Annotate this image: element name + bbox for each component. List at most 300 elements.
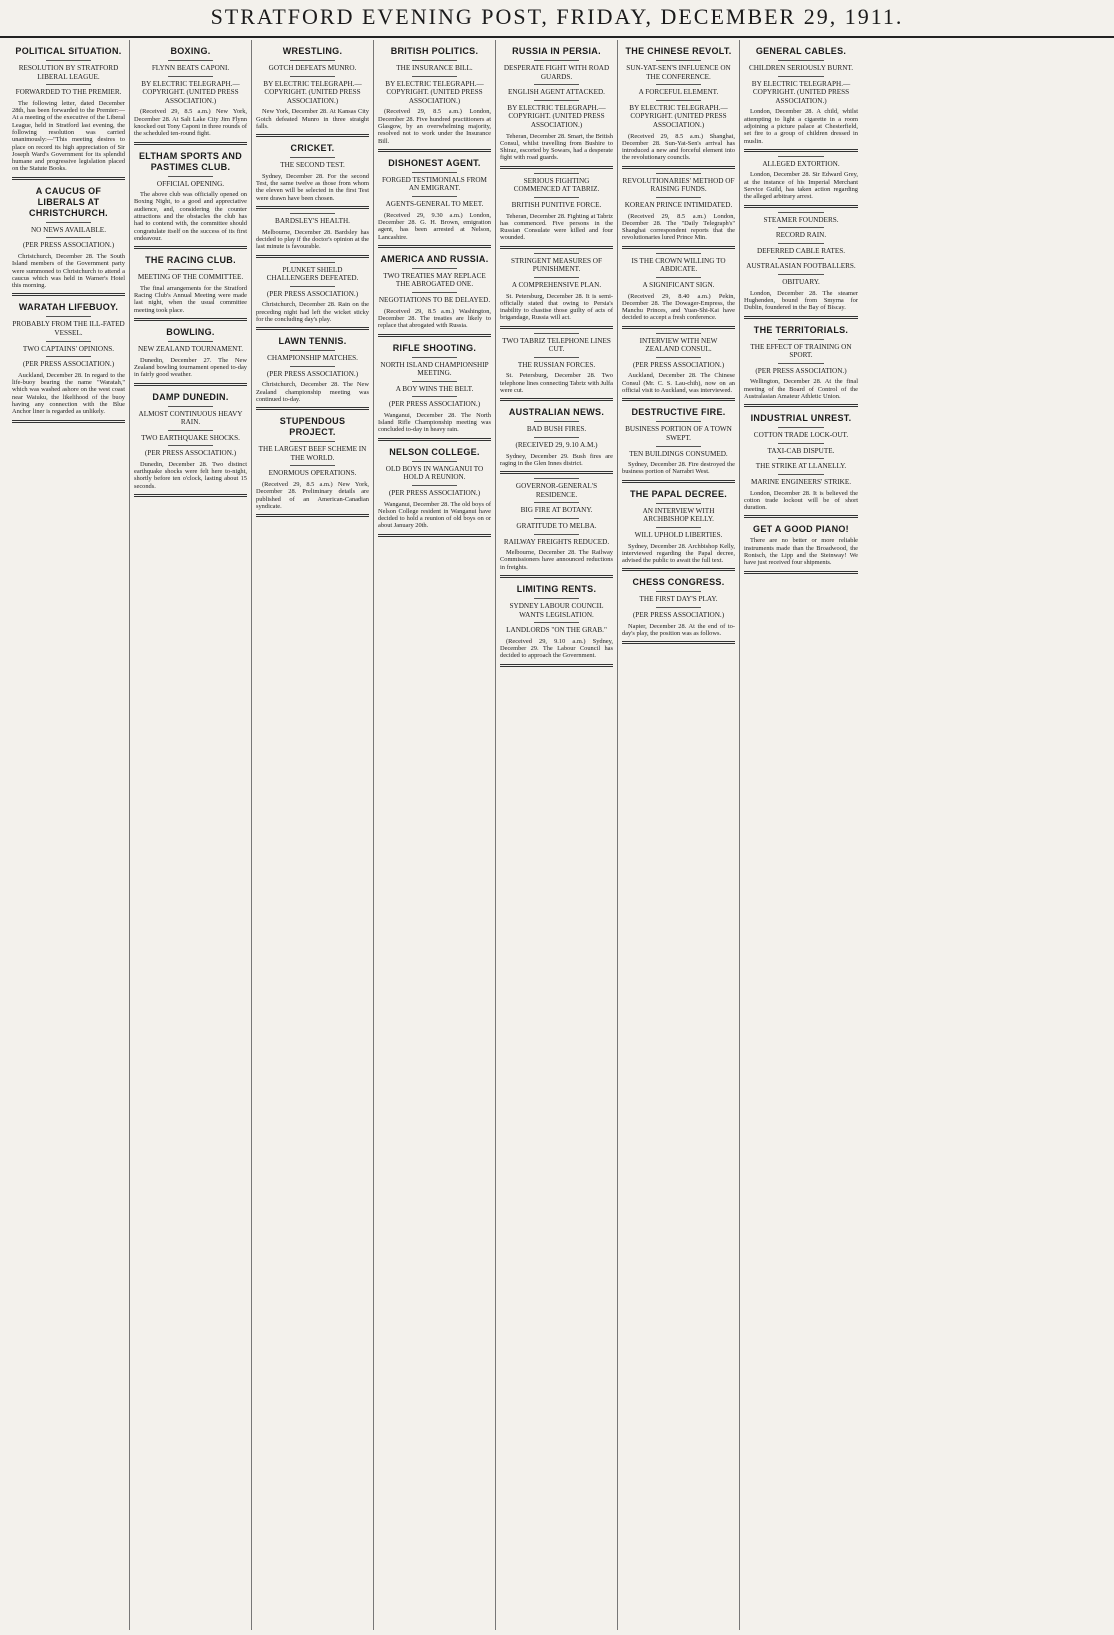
article-separator [500, 664, 613, 667]
article-subheading: ALMOST CONTINUOUS HEAVY RAIN. [138, 409, 243, 427]
article-body: (Received 29, 8.5 a.m.) New York, December 28. At Salt Lake City Jim Flynn knocked out Tony Caponi in three rounds of the scheduled ten-round fight. [134, 108, 247, 138]
article-subheading: FLYNN BEATS CAPONI. [151, 64, 230, 72]
article-separator [500, 166, 613, 169]
article-body: Christchurch, December 28. Rain on the preceding night had left the wicket sticky for the concluding day's play. [256, 301, 369, 323]
article [500, 584, 613, 667]
article-body: Sydney, December 28. Fire destroyed the business portion of Narrabri West. [622, 461, 735, 476]
article-subheading: A FORCEFUL ELEMENT. [638, 88, 719, 97]
article-subheading: (PER PRESS ASSOCIATION.) [755, 366, 847, 375]
article [622, 253, 735, 329]
article [256, 143, 369, 209]
divider [534, 598, 579, 599]
article-body: Wanganui, December 28. The old boys of Nelson College resident in Wanganui have decided to hold a reunion of old boys on or about January 20th. [378, 500, 491, 530]
article-body: Melbourne, December 28. Bardsley has decided to play if the doctor's opinion at the last minute is favourable. [256, 228, 369, 251]
article-separator [744, 571, 858, 574]
article-body: Sydney, December 29. Bush fires are raging in the Glen Innes district. [500, 452, 613, 467]
article-subheading: NEGOTIATIONS TO BE DELAYED. [378, 296, 491, 305]
article-body: (Received 29, 8.5 a.m.) London, December 28. The "Daily Telegraph's" Shanghai correspondent reports that the revolutionaries lured Prince Min. [622, 212, 735, 242]
divider [46, 84, 91, 85]
article-separator [622, 246, 735, 249]
divider [46, 222, 91, 223]
divider [656, 84, 701, 85]
article-separator [256, 206, 369, 209]
article-heading: NELSON COLLEGE. [389, 446, 480, 457]
article-subheading: MEETING OF THE COMMITTEE. [137, 273, 244, 282]
article-subheading: GOTCH DEFEATS MUNRO. [268, 64, 357, 72]
article-subheading: TAXI-CAB DISPUTE. [767, 446, 835, 455]
article-subheading: TWO TREATIES MAY REPLACE THE ABROGATED ONE. [383, 271, 486, 289]
article-separator [500, 398, 613, 401]
divider [168, 430, 213, 431]
article-subheading: BY ELECTRIC TELEGRAPH.—COPYRIGHT. (UNITED PRESS ASSOCIATION.) [263, 79, 362, 105]
article-body: Melbourne, December 28. The Railway Commissioners have announced reductions in freights. [500, 549, 613, 571]
divider [290, 441, 335, 442]
divider [46, 237, 91, 238]
article-separator [622, 398, 735, 401]
divider [778, 243, 824, 244]
divider [778, 443, 824, 444]
article-body: (Received 29, 9.30 a.m.) London, December 28. G. H. Brown, emigration agent, has been arrested at Nelson, Lancashire. [378, 211, 491, 241]
article [12, 302, 125, 422]
divider [778, 227, 824, 228]
article-separator [744, 316, 858, 319]
article [134, 46, 247, 145]
article-subheading: (PER PRESS ASSOCIATION.) [22, 241, 115, 250]
article-body: (Received 29, 8.5 a.m.) New York, December 28. Preliminary details are published of an American-Canadian syndicate. [256, 481, 369, 510]
divider [656, 607, 701, 608]
divider [534, 437, 579, 438]
divider [412, 485, 457, 486]
article-body: The final arrangements for the Stratford Racing Club's Annual Meeting were made last night, when the usual committee meeting took place. [134, 284, 247, 314]
divider [290, 465, 335, 466]
article [256, 46, 369, 137]
divider [534, 84, 579, 85]
article [12, 186, 125, 297]
article-body: London, December 28. The steamer Hughenden, bound from Smyrna for Dublin, foundered in the Bay of Biscay. [744, 289, 858, 312]
article-separator [378, 245, 491, 248]
article-heading: RUSSIA IN PERSIA. [512, 46, 601, 56]
article-subheading: A COMPREHENSIVE PLAN. [511, 280, 602, 289]
article-separator [744, 404, 858, 407]
article-body: Auckland, December 28. In regard to the life-buoy bearing the name "Waratah," which was washed ashore on the west coast near Waiuku, the likelihood of the buoy having any connection with the Blue Anchor liner is regarded as unlikely. [12, 371, 125, 416]
article-body: Wellington, December 28. At the final meeting of the Board of Control of the Australasian Amateur Athletic Union. [744, 378, 858, 400]
article-body: Dunedin, December 28. Two distinct earthquake shocks were felt here to-night, shortly before ten o'clock, lasting about 15 seconds. [134, 460, 247, 490]
article-separator [378, 534, 491, 537]
article-heading: BRITISH POLITICS. [390, 46, 479, 56]
article-subheading: FORWARDED TO THE PREMIER. [15, 88, 122, 97]
article-separator [256, 255, 369, 258]
divider [656, 277, 701, 278]
divider [168, 176, 213, 177]
article-subheading: BAD BUSH FIRES. [526, 425, 587, 434]
article [744, 325, 858, 408]
article-heading: CHESS CONGRESS. [632, 577, 725, 588]
article [500, 46, 613, 169]
article-heading: INDUSTRIAL UNREST. [750, 413, 852, 424]
divider [778, 274, 824, 275]
divider [290, 262, 335, 263]
divider [656, 503, 701, 504]
article-subheading: GRATITUDE TO MELBA. [516, 521, 597, 530]
article-subheading: MARINE ENGINEERS' STRIKE. [750, 477, 852, 486]
divider [656, 100, 701, 101]
divider [656, 60, 701, 61]
divider [290, 76, 335, 77]
divider [412, 461, 457, 462]
article-body: London, December 28. Sir Edward Grey, at the instance of his Imperial Merchant Service Guild, has taken action regarding the alleged arbitrary arrest. [744, 171, 858, 201]
article-body: (Received 29, 8.5 a.m.) Washington, December 28. The treaties are likely to replace that abrogated with Russia. [378, 307, 491, 330]
article-heading: LAWN TENNIS. [278, 336, 347, 347]
article [378, 254, 491, 337]
divider [168, 269, 213, 270]
article-heading: RIFLE SHOOTING. [392, 342, 477, 353]
divider [656, 253, 701, 254]
article-separator [256, 514, 369, 517]
article-separator [622, 480, 735, 483]
article-body: Sydney, December 28. For the second Test, the same twelve as those from whom the eleven will be selected in the first Test were drawn have been chosen. [256, 172, 369, 202]
article-subheading: RESOLUTION BY STRATFORD LIBERAL LEAGUE. [18, 64, 119, 81]
divider [46, 341, 91, 342]
article-body: The following letter, dated December 28th, has been forwarded to the Premier:—At a meeting of the executive of the Liberal League, held in Stratford last evening, the following resolution was carried unanimously:—"This meeting desires to place on record its high appreciation of Sir Joseph Ward's Government for its splendid humane and progressive legislation placed on the Statute Books. [12, 99, 125, 173]
article-subheading: LANDLORDS "ON THE GRAB." [506, 626, 607, 635]
article-heading: THE PAPAL DECREE. [629, 488, 728, 499]
article-heading: POLITICAL SITUATION. [15, 46, 122, 56]
article-heading: STUPENDOUS PROJECT. [279, 416, 346, 438]
article-heading: BOXING. [170, 46, 211, 56]
article [134, 327, 247, 385]
article-separator [622, 166, 735, 169]
article-separator [744, 149, 858, 152]
article-subheading: SERIOUS FIGHTING COMMENCED AT TABRIZ. [513, 176, 600, 194]
divider [656, 446, 701, 447]
article-body: London, December 28. It is believed the cotton trade lockout will be of short duration. [744, 489, 858, 512]
article-subheading: THE LARGEST BEEF SCHEME IN THE WORLD. [258, 445, 367, 462]
article-subheading: STRINGENT MEASURES OF PUNISHMENT. [511, 256, 602, 274]
news-column-3 [252, 40, 374, 1630]
article-subheading: NO NEWS AVAILABLE. [30, 225, 106, 234]
article [134, 392, 247, 498]
article-subheading: NORTH ISLAND CHAMPIONSHIP MEETING. [380, 360, 489, 378]
article-subheading: (PER PRESS ASSOCIATION.) [388, 400, 481, 409]
article-subheading: COTTON TRADE LOCK-OUT. [753, 431, 849, 440]
divider [534, 333, 579, 334]
divider [168, 76, 213, 77]
article-subheading: BY ELECTRIC TELEGRAPH.—COPYRIGHT. (UNITED PRESS ASSOCIATION.) [751, 79, 851, 105]
divider [534, 518, 579, 519]
article-separator [500, 246, 613, 249]
article-subheading: AN INTERVIEW WITH ARCHBISHOP KELLY. [642, 506, 715, 524]
divider [290, 213, 335, 214]
article-subheading: FORGED TESTIMONIALS FROM AN EMIGRANT. [382, 175, 487, 193]
article-separator [378, 438, 491, 441]
article-subheading: BARDSLEY'S HEALTH. [275, 217, 350, 226]
article-heading: A CAUCUS OF LIBERALS AT CHRISTCHURCH. [29, 185, 108, 218]
divider [656, 173, 701, 174]
article-body: Napier, December 28. At the end of to-day's play, the position was as follows. [622, 622, 735, 637]
news-column-4 [374, 40, 496, 1630]
divider [412, 357, 457, 358]
divider [778, 156, 824, 157]
article-subheading: A SIGNIFICANT SIGN. [642, 280, 715, 289]
article-heading: THE RACING CLUB. [145, 255, 236, 266]
divider [168, 60, 213, 61]
divider [778, 339, 824, 340]
article-separator [12, 177, 125, 180]
article [256, 213, 369, 257]
article-subheading: BRITISH PUNITIVE FORCE. [511, 200, 602, 209]
article-subheading: CHAMPIONSHIP MATCHES. [267, 354, 358, 363]
article-subheading: THE EFFECT OF TRAINING ON SPORT. [750, 342, 852, 360]
news-column-5 [496, 40, 618, 1630]
article-subheading: (PER PRESS ASSOCIATION.) [632, 360, 725, 369]
article-heading: WRESTLING. [282, 46, 343, 56]
article-subheading: TWO CAPTAINS' OPINIONS. [22, 344, 115, 353]
divider [778, 363, 824, 364]
article-heading: DAMP DUNEDIN. [152, 391, 229, 402]
article-body: Christchurch, December 28. The New Zealand championship meeting was continued to-day. [256, 381, 369, 403]
article-subheading: TEN BUILDINGS CONSUMED. [629, 449, 728, 458]
newspaper-masthead: STRATFORD EVENING POST, FRIDAY, DECEMBER 29, 1911. [0, 0, 1114, 38]
article [378, 447, 491, 537]
article-heading: DISHONEST AGENT. [388, 157, 481, 168]
article-body: St. Petersburg, December 28. Two telephone lines connecting Tabriz with Julfa were cut. [500, 372, 613, 395]
article [378, 158, 491, 248]
article-subheading: (PER PRESS ASSOCIATION.) [22, 360, 115, 369]
divider [778, 76, 824, 77]
article-subheading: OBITUARY. [782, 278, 820, 287]
article-subheading: ENORMOUS OPERATIONS. [268, 469, 357, 478]
article-subheading: BY ELECTRIC TELEGRAPH.—COPYRIGHT. (UNITED PRESS ASSOCIATION.) [507, 103, 606, 129]
article [378, 46, 491, 152]
article-body: Sydney, December 28. Archbishop Kelly, interviewed regarding the Papal decree, advised the public to await the full text. [622, 542, 735, 565]
article-separator [500, 575, 613, 578]
divider [656, 197, 701, 198]
article-subheading: ALLEGED EXTORTION. [762, 159, 840, 168]
article-subheading: PLUNKET SHIELD CHALLENGERS DEFEATED. [266, 265, 359, 283]
article-subheading: CHILDREN SERIOUSLY BURNT. [748, 64, 854, 72]
article-subheading: IS THE CROWN WILLING TO ABDICATE. [631, 256, 726, 274]
divider [656, 333, 701, 334]
article-subheading: KOREAN PRINCE INTIMIDATED. [624, 200, 733, 209]
article-separator [378, 149, 491, 152]
article [744, 156, 858, 208]
article-body: Teheran, December 28. Fighting at Tabriz has commenced. Five persons in the Russian Consulate were killed and four wounded. [500, 212, 613, 242]
article [256, 336, 369, 410]
article-separator [256, 134, 369, 137]
article-subheading: THE INSURANCE BILL. [396, 64, 473, 72]
news-column-1 [8, 40, 130, 1630]
article-body: Christchurch, December 28. The South Island members of the Government party were summoned to Christchurch to attend a caucus which was held in Warner's Hotel this morning. [12, 252, 125, 290]
article-subheading: BY ELECTRIC TELEGRAPH.—COPYRIGHT. (UNITED PRESS ASSOCIATION.) [141, 79, 240, 105]
article-subheading: THE RUSSIAN FORCES. [517, 360, 596, 369]
article-subheading: OLD BOYS IN WANGANUI TO HOLD A REUNION. [385, 464, 484, 482]
article-subheading: ENGLISH AGENT ATTACKED. [508, 88, 605, 97]
divider [778, 427, 824, 428]
newspaper-columns [8, 40, 1106, 1630]
divider [412, 60, 457, 61]
article-subheading: DESPERATE FIGHT WITH ROAD GUARDS. [503, 64, 610, 81]
article-separator [134, 494, 247, 497]
divider [534, 253, 579, 254]
divider [168, 406, 213, 407]
article-subheading: OFFICIAL OPENING. [156, 179, 225, 188]
article-separator [622, 568, 735, 571]
divider [778, 258, 824, 259]
article-subheading: BY ELECTRIC TELEGRAPH.—COPYRIGHT. (UNITED PRESS ASSOCIATION.) [629, 103, 728, 129]
article [134, 255, 247, 321]
article-subheading: STEAMER FOUNDERS. [763, 215, 839, 224]
divider [656, 591, 701, 592]
divider [534, 622, 579, 623]
divider [534, 502, 579, 503]
article-subheading: WILL UPHOLD LIBERTIES. [634, 530, 723, 539]
divider [46, 356, 91, 357]
divider [412, 196, 457, 197]
article-subheading: DEFERRED CABLE RATES. [756, 246, 846, 255]
article-subheading: (RECEIVED 29, 9.10 A.M.) [515, 440, 598, 449]
article-separator [134, 246, 247, 249]
article-separator [622, 641, 735, 644]
news-column-7 [740, 40, 862, 1630]
article-separator [744, 205, 858, 208]
article-body: Dunedin, December 27. The New Zealand bowling tournament opened to-day in fairly good weather. [134, 356, 247, 379]
article-separator [378, 334, 491, 337]
article [622, 173, 735, 249]
article-heading: GET A GOOD PIANO! [753, 524, 849, 535]
article-body: St. Petersburg, December 28. It is semi-officially stated that owing to Persia's inability to chastise those guilty of acts of brigandage, Russia will act. [500, 292, 613, 322]
article-separator [500, 471, 613, 474]
divider [412, 76, 457, 77]
article-subheading: BIG FIRE AT BOTANY. [520, 506, 593, 515]
divider [656, 421, 701, 422]
article-body: (Received 29, 9.10 a.m.) Sydney, December 29. The Labour Council has decided to approach the Government. [500, 637, 613, 660]
article-separator [500, 326, 613, 329]
article-subheading: RAILWAY FREIGHTS REDUCED. [503, 537, 610, 546]
divider [412, 292, 457, 293]
divider [290, 157, 335, 158]
divider [412, 381, 457, 382]
article-separator [744, 515, 858, 518]
divider [778, 458, 824, 459]
article [500, 253, 613, 329]
article [500, 173, 613, 249]
divider [412, 268, 457, 269]
article-subheading: (PER PRESS ASSOCIATION.) [632, 611, 725, 619]
divider [290, 286, 335, 287]
article-subheading: INTERVIEW WITH NEW ZEALAND CONSUL. [639, 336, 718, 354]
divider [534, 60, 579, 61]
article-subheading: (PER PRESS ASSOCIATION.) [388, 488, 481, 497]
divider [656, 357, 701, 358]
article [744, 212, 858, 319]
divider [534, 197, 579, 198]
article-subheading: (PER PRESS ASSOCIATION.) [266, 289, 359, 298]
article-heading: LIMITING RENTS. [516, 584, 597, 594]
article-heading: WARATAH LIFEBUOY. [18, 302, 119, 313]
article-subheading: THE FIRST DAY'S PLAY. [639, 595, 718, 604]
article-heading: ELTHAM SPORTS AND PASTIMES CLUB. [138, 150, 243, 172]
article-body: Auckland, December 28. The Chinese Consul (Mr. C. S. Lau-chih), now on an official visit to Auckland, was interviewed. [622, 372, 735, 395]
divider [534, 173, 579, 174]
divider [534, 478, 579, 479]
article-body: (Received 29, 8.40 a.m.) Pekin, December 28. The Dowager-Empress, the Manchu Princes, and Yuan-Shi-Kai have decided to accept a fresh conference. [622, 292, 735, 322]
article-subheading: AGENTS-GENERAL TO MEET. [385, 200, 484, 209]
article-subheading: (PER PRESS ASSOCIATION.) [266, 369, 359, 378]
article-heading: BOWLING. [166, 327, 215, 338]
article-separator [622, 326, 735, 329]
article [378, 343, 491, 441]
article-body: (Received 29, 8.5 a.m.) London, December 28. Five hundred practitioners at Glasgow, by an overwhelming majority, resolved not to work under the Insurance Bill. [378, 108, 491, 145]
article-separator [256, 407, 369, 410]
divider [168, 445, 213, 446]
divider [656, 527, 701, 528]
article-subheading: NEW ZEALAND TOURNAMENT. [137, 345, 244, 354]
article-subheading: BY ELECTRIC TELEGRAPH.—COPYRIGHT. (UNITED PRESS ASSOCIATION.) [385, 79, 484, 105]
article-body: There are no better or more reliable instruments made than the Broadwood, the Ronisch, the Lipp and the Steinway! We have just received four shipments. [744, 537, 858, 567]
article-body: (Received 29, 8.5 a.m.) Shanghai, December 28. Sun-Yat-Sen's arrival has introduced a new and forceful element into the revolutionary councils. [622, 132, 735, 162]
article-subheading: (PER PRESS ASSOCIATION.) [144, 449, 237, 458]
divider [534, 534, 579, 535]
article-subheading: SYDNEY LABOUR COUNCIL WANTS LEGISLATION. [509, 602, 604, 619]
article-heading: AMERICA AND RUSSIA. [380, 253, 489, 264]
article-subheading: GOVERNOR-GENERAL'S RESIDENCE. [515, 482, 598, 499]
divider [290, 60, 335, 61]
article [622, 333, 735, 402]
divider [290, 350, 335, 351]
article-separator [134, 142, 247, 145]
divider [412, 172, 457, 173]
article-subheading: REVOLUTIONARIES' METHOD OF RAISING FUNDS. [622, 176, 735, 194]
news-column-6 [618, 40, 740, 1630]
article-separator [134, 383, 247, 386]
article-body: The above club was officially opened on Boxing Night, to a good and appreciative audience, and, considering the counter attractions and the obstacles the club has had to contend with, the committee should congratulate itself on the success of its first endeavour. [134, 191, 247, 242]
article-body: New York, December 28. At Kansas City Gotch defeated Munro in three straight falls. [256, 108, 369, 130]
article-heading: THE TERRITORIALS. [753, 324, 849, 335]
divider [534, 277, 579, 278]
article [622, 489, 735, 572]
article [622, 577, 735, 644]
article-subheading: TWO EARTHQUAKE SHOCKS. [141, 433, 240, 442]
article [500, 478, 613, 578]
article-heading: DESTRUCTIVE FIRE. [631, 407, 726, 418]
article [744, 413, 858, 518]
divider [534, 421, 579, 422]
divider [290, 366, 335, 367]
divider [46, 60, 91, 61]
article [744, 524, 858, 573]
article [134, 151, 247, 250]
article-subheading: THE SECOND TEST. [280, 161, 345, 170]
divider [534, 357, 579, 358]
divider [168, 341, 213, 342]
article-subheading: BUSINESS PORTION OF A TOWN SWEPT. [625, 425, 732, 442]
article-body: Wanganui, December 28. The North Island Rifle Championship meeting was concluded to-day in heavy rain. [378, 411, 491, 434]
divider [534, 100, 579, 101]
article-separator [12, 293, 125, 296]
article [256, 416, 369, 517]
divider [778, 474, 824, 475]
divider [778, 212, 824, 213]
article-heading: THE CHINESE REVOLT. [625, 46, 732, 56]
divider [412, 396, 457, 397]
article-heading: CRICKET. [290, 143, 335, 154]
article-separator [134, 318, 247, 321]
article-subheading: TWO TABRIZ TELEPHONE LINES CUT. [502, 336, 611, 354]
article-body: Teheran, December 28. Smart, the British Consul, whilst travelling from Bushire to Shiraz, escorted by Sowars, had a desperate fight with road guards. [500, 132, 613, 162]
article-separator [256, 327, 369, 330]
article [622, 46, 735, 169]
article [12, 46, 125, 180]
